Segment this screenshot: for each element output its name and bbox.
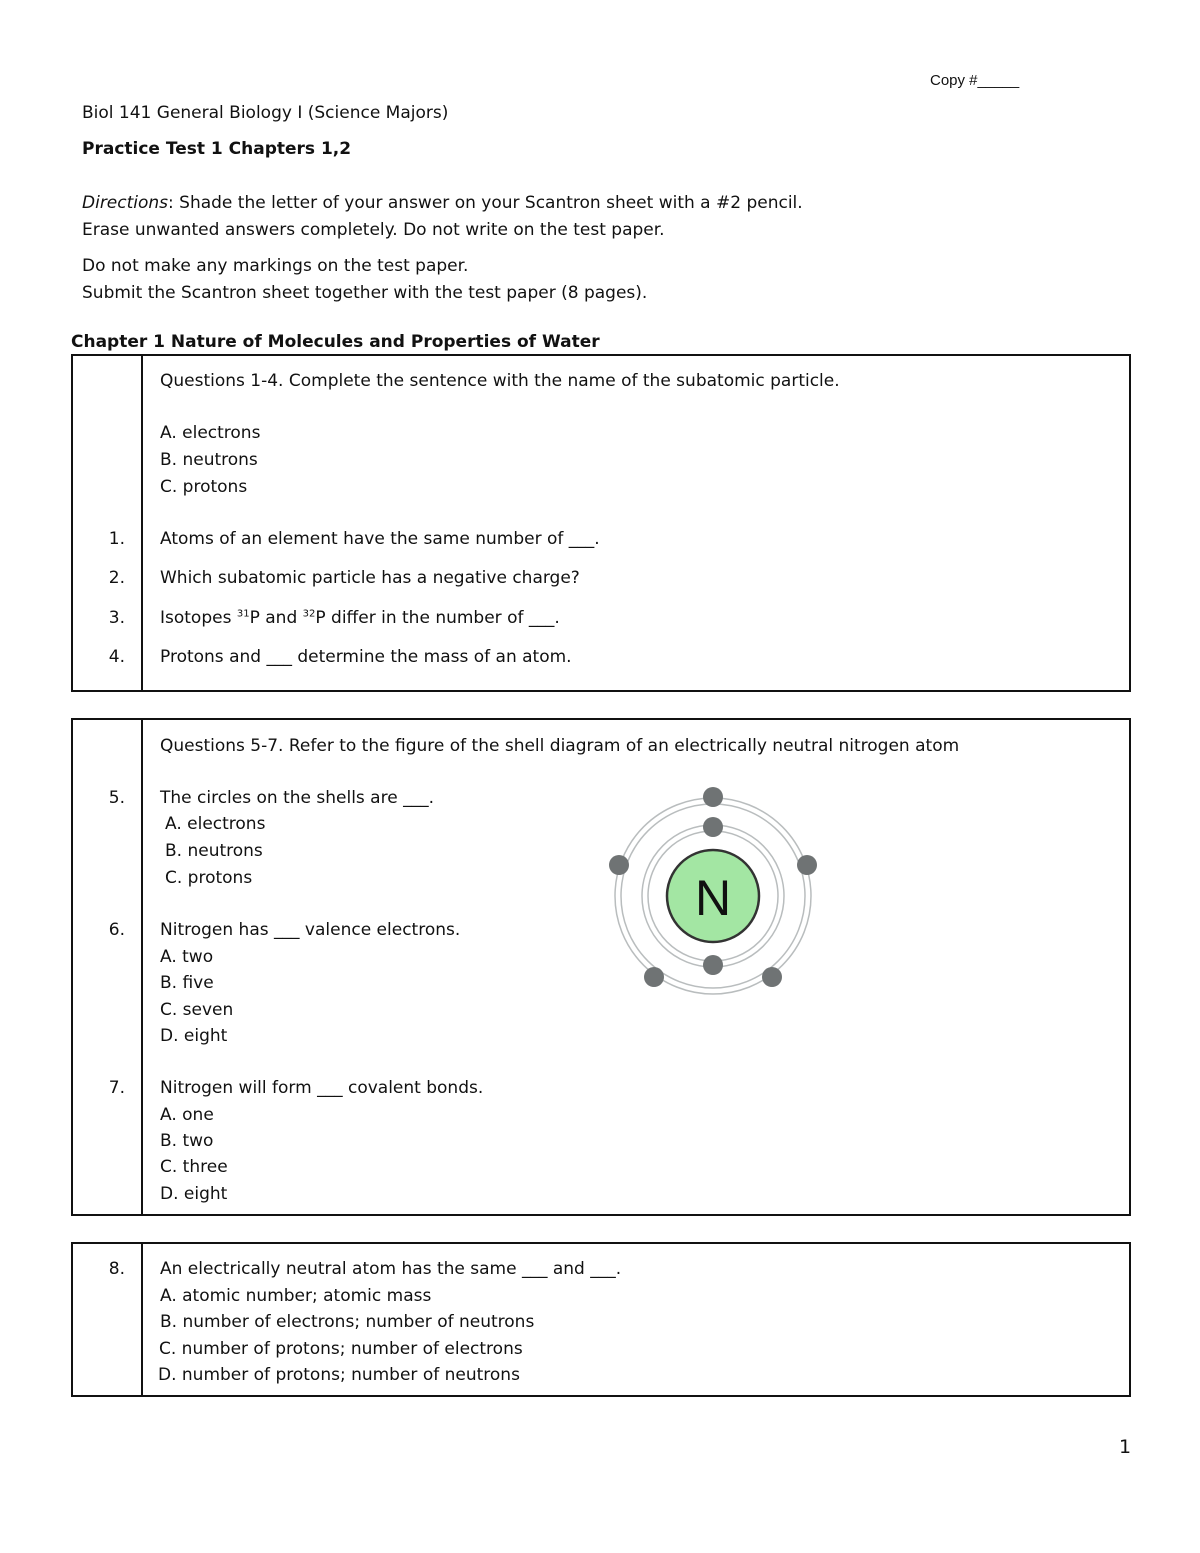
option: C. three <box>160 1157 228 1177</box>
question-1-text: Atoms of an element have the same number of ___. <box>160 529 600 549</box>
q3-pre: Isotopes <box>160 608 237 628</box>
column-divider <box>141 1244 143 1395</box>
question-number: 6. <box>108 920 125 940</box>
option: C. number of protons; number of electrons <box>159 1339 523 1359</box>
question-5-text: The circles on the shells are ___. <box>160 788 434 808</box>
atom-symbol: N <box>694 870 732 926</box>
option: B. neutrons <box>165 841 263 861</box>
option: B. two <box>160 1131 214 1151</box>
q3-post: P differ in the number of ___. <box>315 608 560 628</box>
q3-mass-31: 31 <box>236 608 250 620</box>
question-group-2 <box>71 718 1131 1216</box>
option: A. electrons <box>165 814 266 834</box>
option: B. number of electrons; number of neutrons <box>160 1312 535 1332</box>
question-number: 4. <box>108 647 125 667</box>
question-number: 8. <box>108 1259 125 1279</box>
course-title: Biol 141 General Biology I (Science Majors) <box>82 103 449 123</box>
electron-outer-right <box>797 855 817 875</box>
option: A. two <box>160 947 214 967</box>
option: A. electrons <box>160 423 261 443</box>
question-number: 5. <box>108 788 125 808</box>
question-number: 7. <box>108 1078 125 1098</box>
test-subtitle: Practice Test 1 Chapters 1,2 <box>82 139 352 159</box>
electron-outer-bottom-right <box>762 967 782 987</box>
electron-inner-top <box>703 817 723 837</box>
option: C. protons <box>165 868 253 888</box>
column-divider <box>141 356 143 690</box>
directions-line-1: : Shade the letter of your answer on your Scantron sheet with a #2 pencil. <box>168 193 803 213</box>
option: C. protons <box>160 477 248 497</box>
option: B. five <box>160 973 214 993</box>
question-2-text: Which subatomic particle has a negative charge? <box>160 568 580 588</box>
copy-number: Copy #_____ <box>930 72 1020 89</box>
option: A. one <box>160 1105 214 1125</box>
directions-line-4: Submit the Scantron sheet together with the test paper (8 pages). <box>82 283 648 303</box>
question-group-1 <box>71 354 1131 692</box>
electron-inner-bottom <box>703 955 723 975</box>
option: D. number of protons; number of neutrons <box>158 1365 520 1385</box>
chapter-title: Chapter 1 Nature of Molecules and Properties of Water <box>71 332 600 352</box>
directions <box>82 190 803 244</box>
group-2-intro: Questions 5-7. Refer to the figure of the shell diagram of an electrically neutral nitrogen atom <box>160 736 960 756</box>
question-3-text <box>160 608 560 628</box>
electron-outer-top <box>703 787 723 807</box>
electron-outer-left <box>609 855 629 875</box>
question-6-text: Nitrogen has ___ valence electrons. <box>160 920 461 940</box>
question-7-text: Nitrogen will form ___ covalent bonds. <box>160 1078 484 1098</box>
page-number: 1 <box>1119 1436 1132 1458</box>
option: B. neutrons <box>160 450 258 470</box>
option: A. atomic number; atomic mass <box>160 1286 432 1306</box>
directions-line-3: Do not make any markings on the test paper. <box>82 256 469 276</box>
nitrogen-shell-diagram <box>599 784 859 1014</box>
column-divider <box>141 720 143 1214</box>
question-4-text: Protons and ___ determine the mass of an atom. <box>160 647 572 667</box>
question-number: 2. <box>108 568 125 588</box>
q3-mid: P and <box>249 608 303 628</box>
question-8-text: An electrically neutral atom has the same ___ and ___. <box>160 1259 622 1279</box>
option: D. eight <box>160 1026 228 1046</box>
question-number: 1. <box>108 529 125 549</box>
option: D. eight <box>160 1184 228 1204</box>
question-group-3 <box>71 1242 1131 1397</box>
group-1-intro: Questions 1-4. Complete the sentence with the name of the subatomic particle. <box>160 371 840 391</box>
question-number: 3. <box>108 608 125 628</box>
electron-outer-bottom-left <box>644 967 664 987</box>
q3-mass-32: 32 <box>302 608 316 620</box>
option: C. seven <box>160 1000 234 1020</box>
directions-extra <box>82 253 647 307</box>
directions-label: Directions <box>82 193 169 213</box>
directions-line-2: Erase unwanted answers completely. Do not write on the test paper. <box>82 220 665 240</box>
